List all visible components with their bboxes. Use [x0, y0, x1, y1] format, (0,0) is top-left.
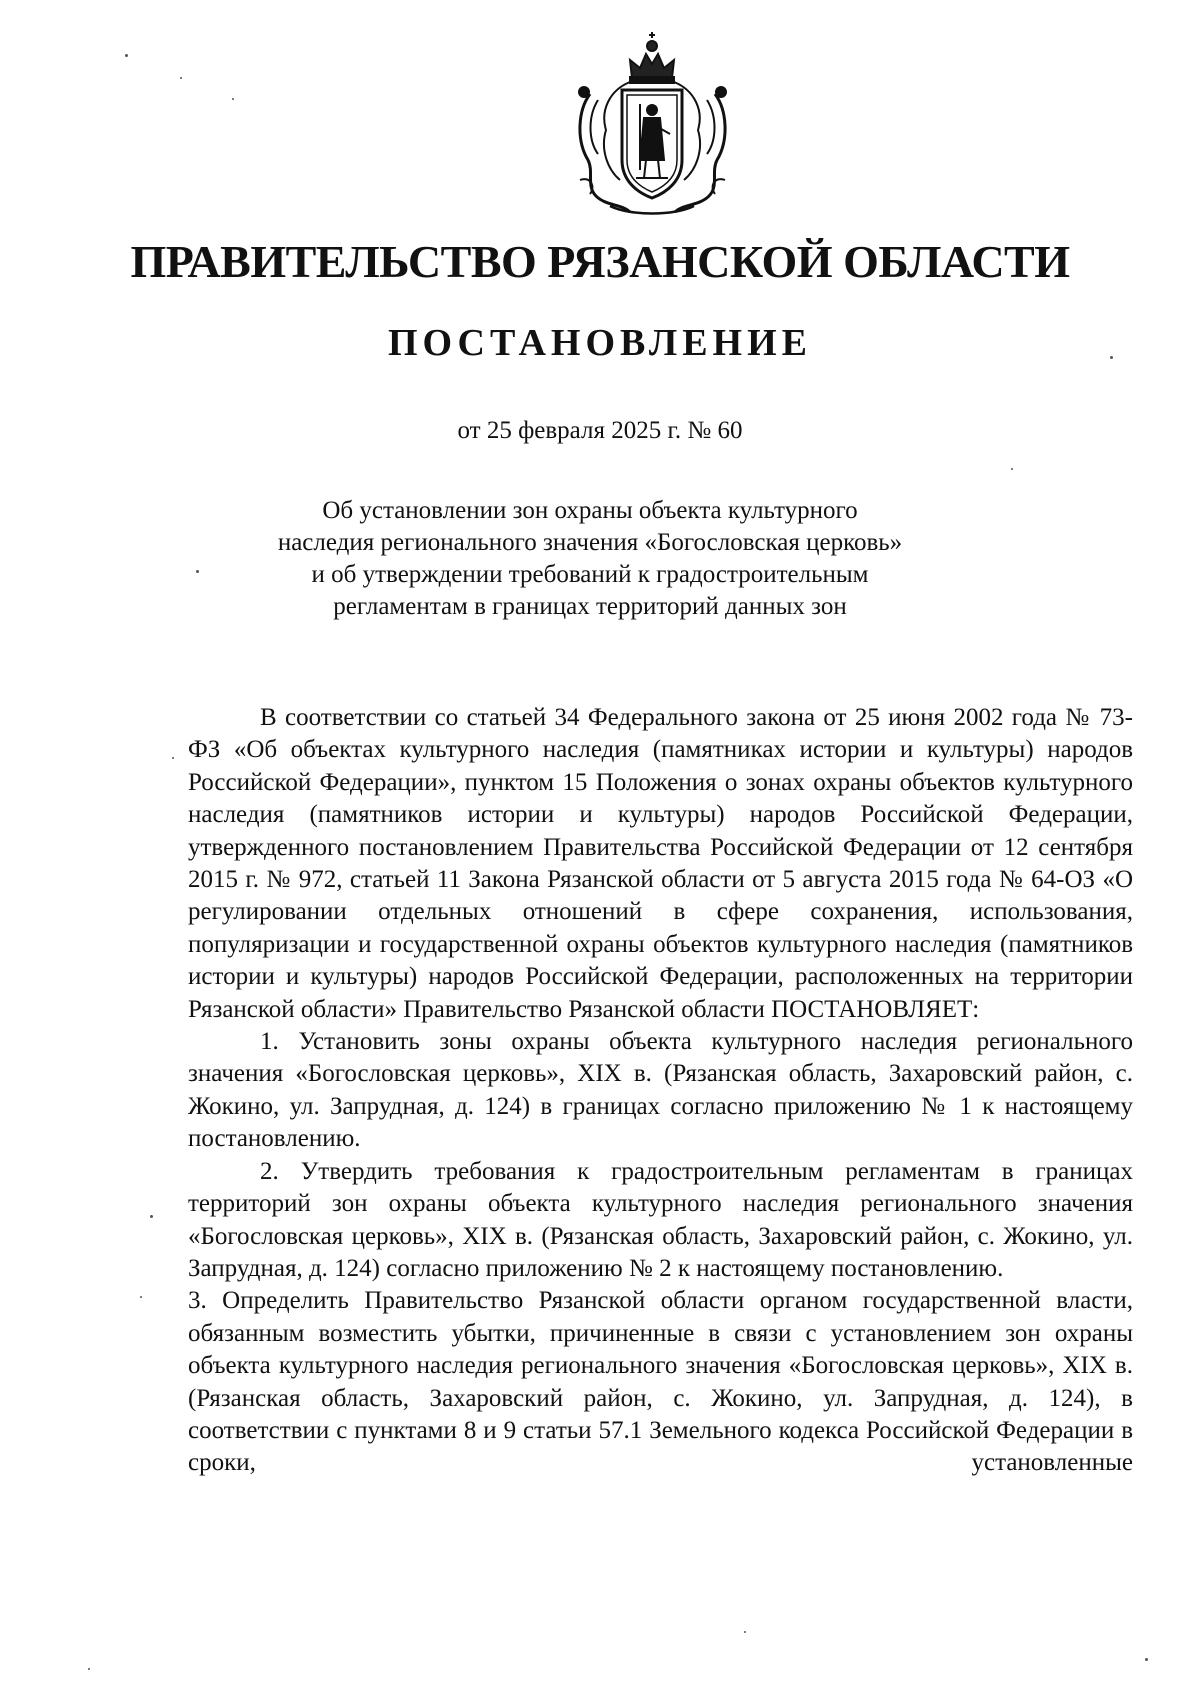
subject-line: наследия регионального значения «Богословская церковь» — [277, 529, 903, 556]
scan-speck — [196, 570, 199, 573]
subject-line: Об установлении зон охраны объекта культурного — [322, 497, 858, 524]
scan-speck — [140, 1296, 142, 1298]
document-body — [188, 702, 1133, 1480]
item-paragraph: 3. Определить Правительство Рязанской области органом государственной власти, обязанным возместить убытки, причиненные в связи с установлением зон охраны объекта культурного наследия регионального значения «Богословская церковь», XIX в. (Рязанская область, Захаровский район, с. Жокино, ул. Запрудная, д. 124), в соответствии с пунктами 8 и 9 статьи 57.1 Земельного кодекса Российской Федерации в сроки, установленные — [188, 1287, 1133, 1477]
scan-speck — [1145, 1658, 1148, 1661]
item-paragraph: 1. Установить зоны охраны объекта культурного наследия регионального значения «Богословская церковь», XIX в. (Рязанская область, Захаровский район, с. Жокино, ул. Запрудная, д. 124) в границах согласно приложению № 1 к настоящему постановлению. — [188, 1028, 1133, 1153]
scan-speck — [232, 98, 234, 100]
scan-speck — [172, 757, 174, 759]
document-subject — [250, 495, 930, 623]
item-paragraph: 2. Утвердить требования к градостроительным регламентам в границах территорий зон охраны объекта культурного наследия регионального значения «Богословская церковь», XIX в. (Рязанская область, Захаровский район, с. Жокино, ул. Запрудная, д. 124) согласно приложению № 2 к настоящему постановлению. — [188, 1157, 1133, 1282]
document-type: ПОСТАНОВЛЕНИЕ — [387, 322, 813, 364]
document-date-number: от 25 февраля 2025 г. № 60 — [457, 417, 743, 444]
scan-speck — [744, 1631, 746, 1633]
scan-speck — [1011, 468, 1013, 470]
scan-speck — [180, 77, 182, 79]
scan-speck — [125, 54, 128, 57]
ryazan-coat-of-arms-icon — [570, 30, 735, 220]
scan-speck — [1110, 356, 1113, 359]
scan-speck — [88, 1668, 90, 1670]
scan-speck — [150, 1215, 153, 1218]
subject-line: и об утверждении требований к градостроительным — [311, 561, 869, 588]
subject-line: регламентам в границах территорий данных зон — [333, 593, 847, 620]
preamble-paragraph: В соответствии со статьей 34 Федерального закона от 25 июня 2002 года № 73-ФЗ «Об объектах культурного наследия (памятниках истории и культуры) народов Российской Федерации», пунктом 15 Положения о зонах охраны объектов культурного наследия (памятников истории и культуры) народов Российской Федерации, утвержденного постановлением Правительства Российской Федерации от 12 сентября 2015 г. № 972, статьей 11 Закона Рязанской области от 5 августа 2015 года № 64-ОЗ «О регулировании отдельных отношений в сфере сохранения, использования, популяризации и государственной охраны объектов культурного наследия (памятников истории и культуры) народов Российской Федерации, расположенных на территории Рязанской области» Правительство Рязанской области ПОСТАНОВЛЯЕТ: — [188, 704, 1133, 1023]
government-title: ПРАВИТЕЛЬСТВО РЯЗАНСКОЙ ОБЛАСТИ — [130, 236, 1070, 287]
